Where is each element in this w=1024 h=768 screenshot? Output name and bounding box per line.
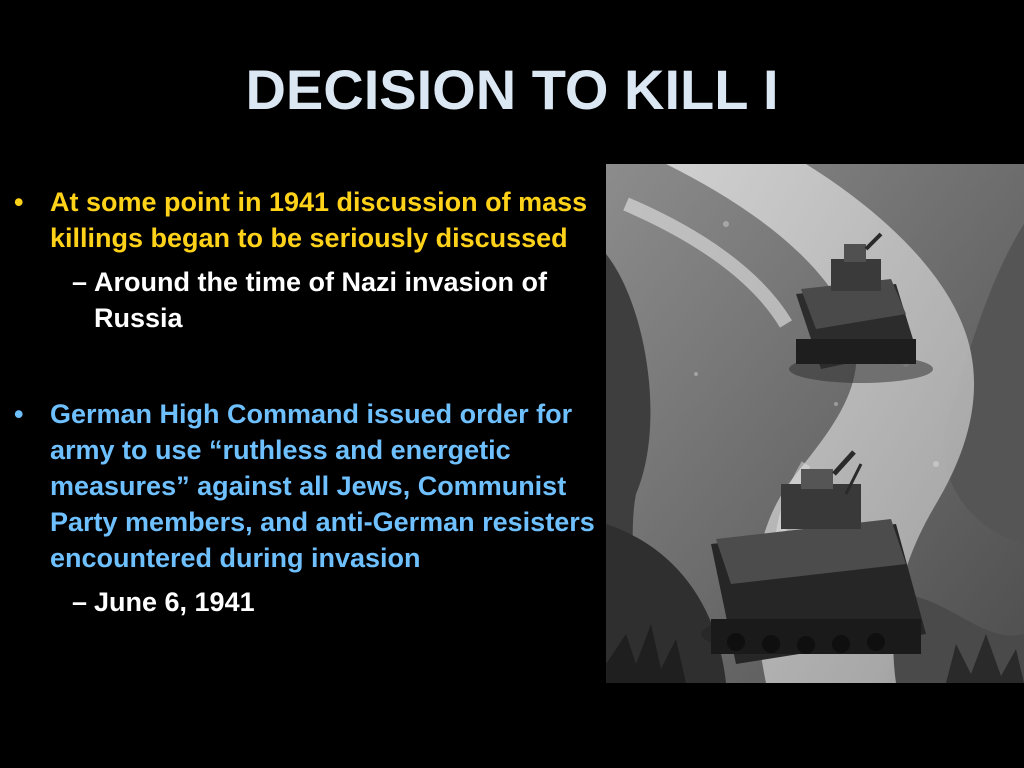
sub-bullet-text: June 6, 1941 <box>94 587 255 617</box>
bullet-marker: • <box>14 187 24 217</box>
bullet-text: German High Command issued order for army to use “ruthless and energetic measures” against all Jews, Communist Party members, and anti-German resisters encountered during invasion <box>50 399 595 573</box>
sub-bullet-item-1 <box>14 264 596 336</box>
bullet-list <box>14 184 596 620</box>
sub-bullet-text: Around the time of Nazi invasion of Russia <box>94 267 548 333</box>
sub-bullet-marker: – <box>72 267 88 297</box>
bullet-marker: • <box>14 399 24 429</box>
slide-title: DECISION TO KILL I <box>245 58 779 121</box>
bullet-item-2 <box>14 396 596 576</box>
tanks-photo <box>606 164 1024 683</box>
sub-bullet-marker: – <box>72 587 88 617</box>
tanks-photo-image <box>606 164 1024 683</box>
bullet-item-1 <box>14 184 596 256</box>
sub-bullet-item-2 <box>14 584 596 620</box>
bullet-text: At some point in 1941 discussion of mass killings began to be seriously discussed <box>50 187 588 253</box>
